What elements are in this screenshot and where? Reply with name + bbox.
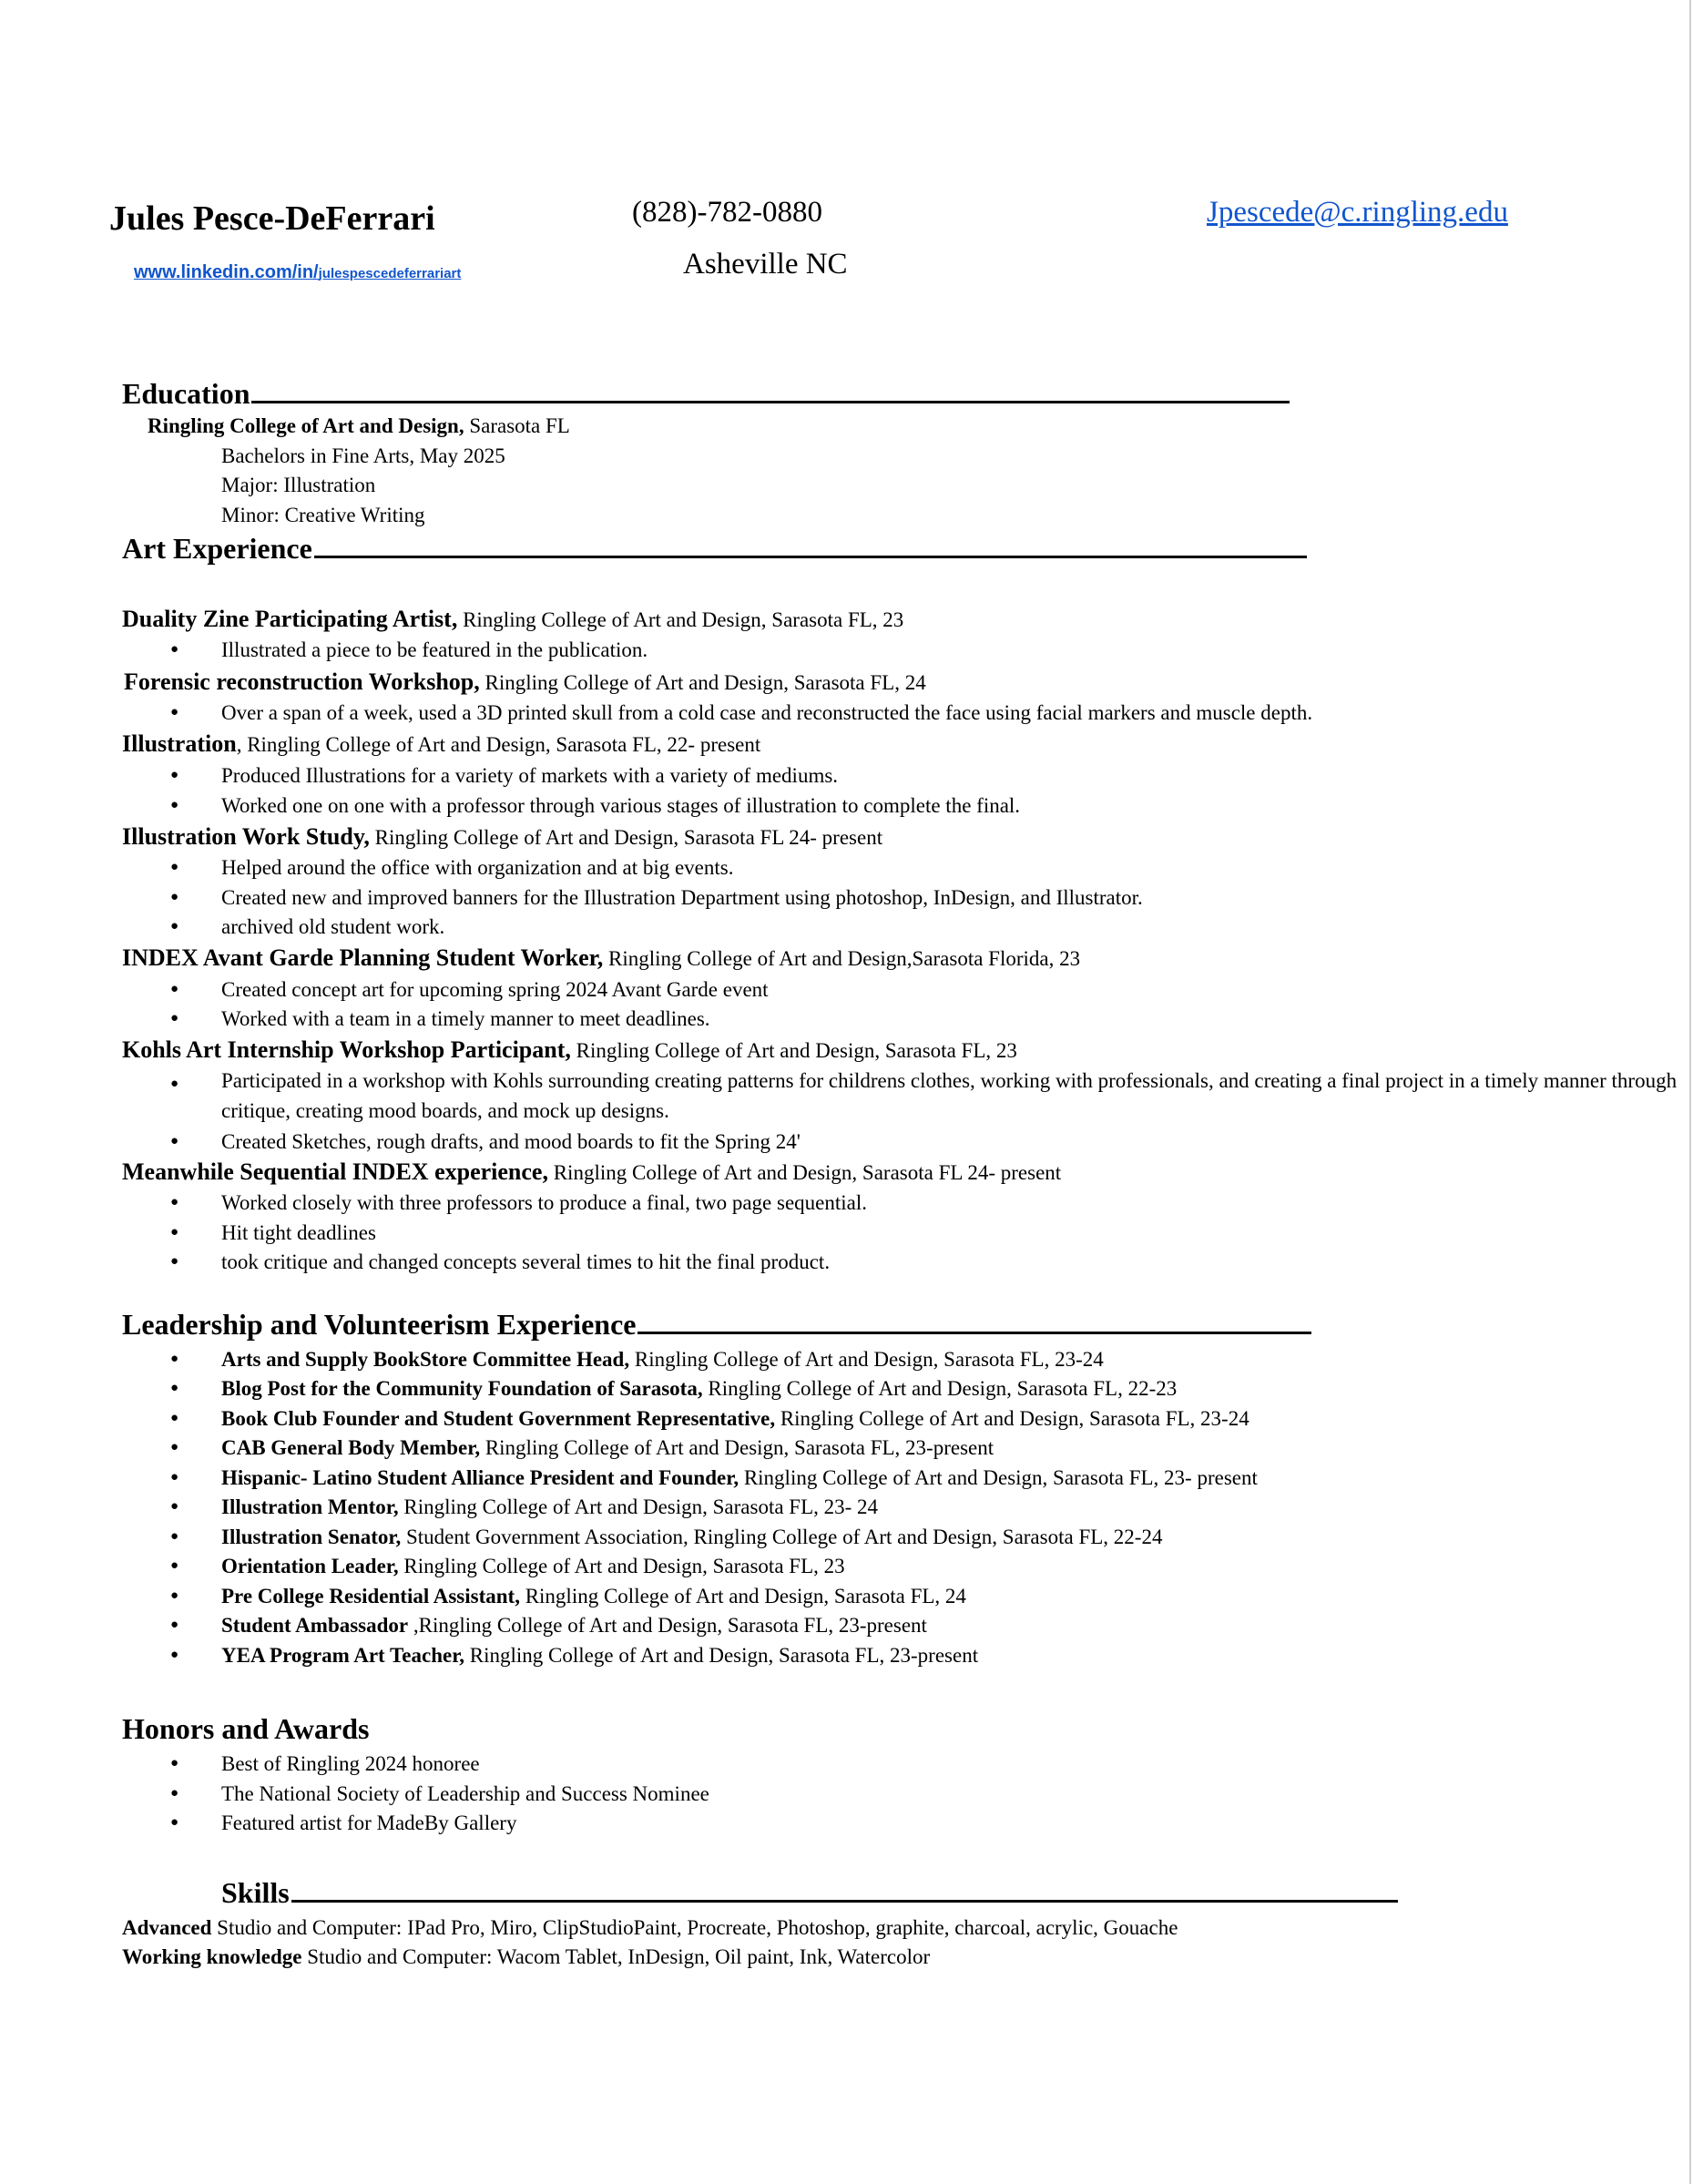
skills-heading: Skills <box>122 1878 1398 1907</box>
bullet-item: ● took critique and changed concepts several times to hit the final product. <box>122 1251 830 1272</box>
bullet-item: ● archived old student work. <box>122 916 444 937</box>
art-entry-title: Duality Zine Participating Artist, Ringling College of Art and Design, Sarasota FL, 23 <box>122 606 904 632</box>
skills-working: Working knowledge Studio and Computer: Wacom Tablet, InDesign, Oil paint, Ink, Watercolor <box>122 1945 931 1968</box>
bullet-item: ● Illustrated a piece to be featured in the publication. <box>122 639 648 660</box>
skills-advanced: Advanced Studio and Computer: IPad Pro, Miro, ClipStudioPaint, Procreate, Photoshop, graphite, charcoal, acrylic, Gouache <box>122 1916 1178 1939</box>
bullet-item: ● Hit tight deadlines <box>122 1222 376 1243</box>
art-entry-title: Meanwhile Sequential INDEX experience, Ringling College of Art and Design, Sarasota FL 24- present <box>122 1158 1062 1185</box>
leadership-item: ● Arts and Supply BookStore Committee Head, Ringling College of Art and Design, Sarasota FL, 23-24 <box>122 1349 1104 1370</box>
art-entry-title: Illustration, Ringling College of Art and Design, Sarasota FL, 22- present <box>122 730 761 757</box>
leadership-item: ● CAB General Body Member, Ringling College of Art and Design, Sarasota FL, 23-present <box>122 1437 994 1458</box>
education-line: Bachelors in Fine Arts, May 2025 <box>221 444 505 467</box>
leadership-item: ● Blog Post for the Community Foundation of Sarasota, Ringling College of Art and Design, Sarasota FL, 22-23 <box>122 1378 1177 1399</box>
honor-item: ● The National Society of Leadership and Success Nominee <box>122 1783 709 1804</box>
leadership-item: ● Orientation Leader, Ringling College of Art and Design, Sarasota FL, 23 <box>122 1556 845 1577</box>
honor-item: ● Best of Ringling 2024 honoree <box>122 1753 480 1774</box>
bullet-item: ● Created Sketches, rough drafts, and mood boards to fit the Spring 24' <box>122 1131 801 1152</box>
art-experience-heading: Art Experience <box>122 534 1307 563</box>
linkedin-link[interactable] <box>134 262 461 283</box>
education-line: Major: Illustration <box>221 474 376 496</box>
bullet-item: ● Worked closely with three professors to produce a final, two page sequential. <box>122 1192 867 1213</box>
art-entry-title: Illustration Work Study, Ringling College of Art and Design, Sarasota FL 24- present <box>122 823 883 850</box>
bullet-item: ● Participated in a workshop with Kohls surrounding creating patterns for childrens clothes, working with professionals, and creating a final project in a timely manner through critique, creating mood boards, and mock up designs. <box>122 1066 1693 1126</box>
education-school: Ringling College of Art and Design, Sarasota FL <box>148 414 570 437</box>
leadership-heading: Leadership and Volunteerism Experience <box>122 1310 1311 1339</box>
linkedin-prefix: www.linkedin.com/in/ <box>134 262 319 282</box>
honor-item: ● Featured artist for MadeBy Gallery <box>122 1812 516 1833</box>
leadership-item: ● Hispanic- Latino Student Alliance President and Founder, Ringling College of Art and Design, Sarasota FL, 23- present <box>122 1467 1258 1488</box>
linkedin-handle: julespescedeferrariart <box>318 266 462 281</box>
leadership-item: ● Illustration Senator, Student Government Association, Ringling College of Art and Design, Sarasota FL, 22-24 <box>122 1526 1162 1547</box>
leadership-item: ● Student Ambassador ,Ringling College of Art and Design, Sarasota FL, 23-present <box>122 1615 927 1636</box>
art-entry-title: Kohls Art Internship Workshop Participant, Ringling College of Art and Design, Sarasota FL, 23 <box>122 1036 1017 1063</box>
education-line: Minor: Creative Writing <box>221 504 425 526</box>
leadership-item: ● Book Club Founder and Student Government Representative, Ringling College of Art and Design, Sarasota FL, 23-24 <box>122 1408 1249 1429</box>
leadership-item: ● Illustration Mentor, Ringling College of Art and Design, Sarasota FL, 23- 24 <box>122 1496 878 1517</box>
bullet-item: ● Helped around the office with organization and at big events. <box>122 857 733 878</box>
leadership-item: ● Pre College Residential Assistant, Ringling College of Art and Design, Sarasota FL, 24 <box>122 1586 966 1607</box>
bullet-item: ● Produced Illustrations for a variety of markets with a variety of mediums. <box>122 765 838 786</box>
bullet-item: ● Worked with a team in a timely manner to meet deadlines. <box>122 1008 710 1029</box>
art-entry-title: INDEX Avant Garde Planning Student Worker, Ringling College of Art and Design,Sarasota Florida, 23 <box>122 944 1081 971</box>
art-entry-title: Forensic reconstruction Workshop, Ringling College of Art and Design, Sarasota FL, 24 <box>124 668 926 695</box>
bullet-item: ● Created new and improved banners for the Illustration Department using photoshop, InDesign, and Illustrator. <box>122 887 1143 908</box>
location: Asheville NC <box>683 248 848 281</box>
phone-number: (828)-782-0880 <box>632 196 822 229</box>
bullet-item: ● Over a span of a week, used a 3D printed skull from a cold case and reconstructed the face using facial markers and muscle depth. <box>122 702 1312 723</box>
bullet-item: ● Created concept art for upcoming spring 2024 Avant Garde event <box>122 979 769 1000</box>
applicant-name: Jules Pesce-DeFerrari <box>109 199 435 238</box>
education-heading: Education <box>122 379 1290 408</box>
email-link[interactable]: Jpescede@c.ringling.edu <box>1207 196 1508 229</box>
honors-heading: Honors and Awards <box>122 1712 370 1745</box>
bullet-item: ● Worked one on one with a professor through various stages of illustration to complete the final. <box>122 795 1020 816</box>
leadership-item: ● YEA Program Art Teacher, Ringling College of Art and Design, Sarasota FL, 23-present <box>122 1645 978 1666</box>
